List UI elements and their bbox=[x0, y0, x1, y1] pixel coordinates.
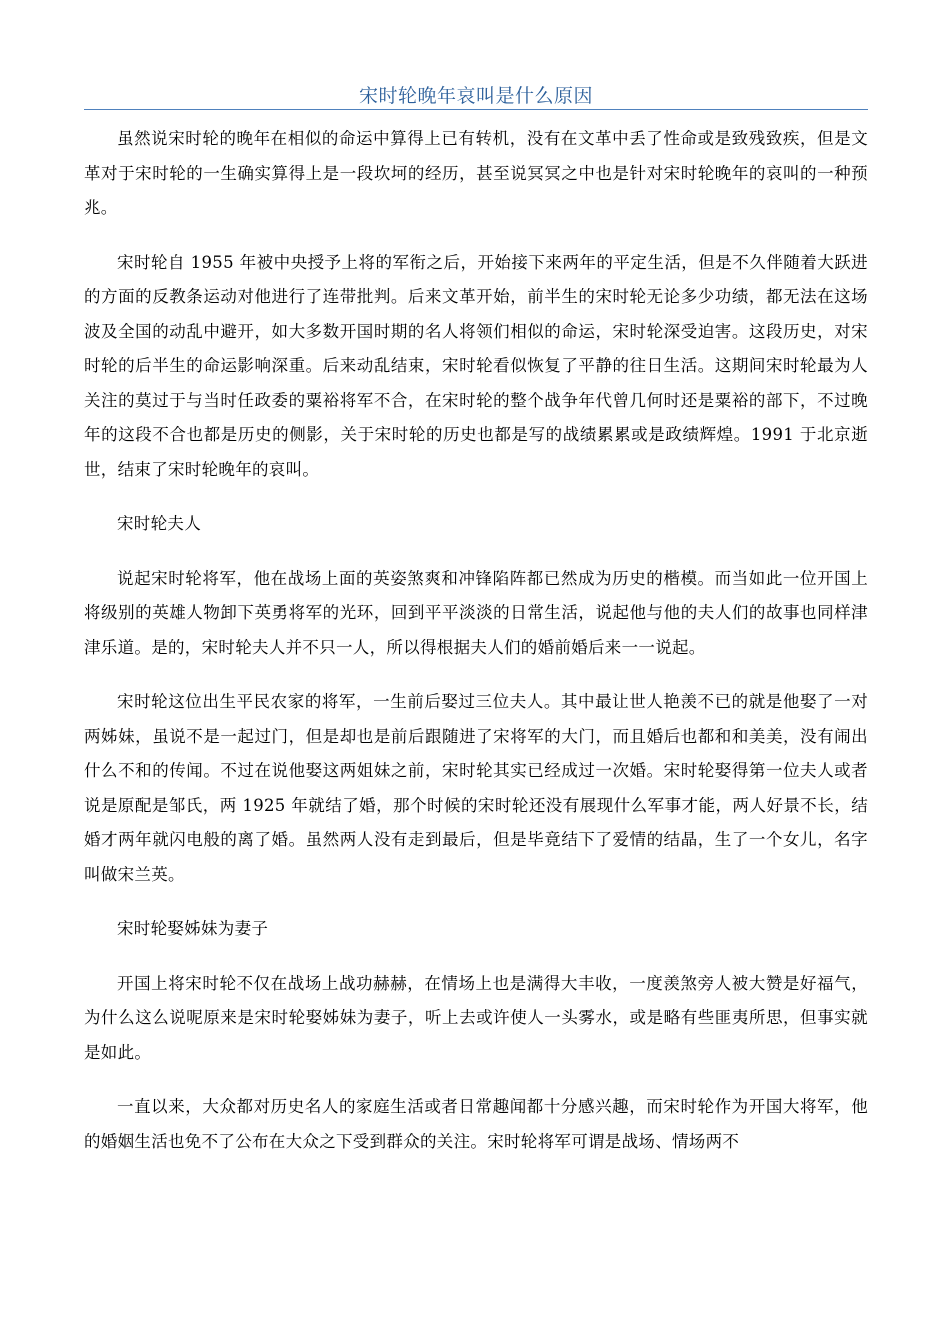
section-heading-sisters: 宋时轮娶姊妹为妻子 bbox=[117, 919, 269, 938]
paragraph-6: 一直以来，大众都对历史名人的家庭生活或者日常趣闻都十分感兴趣，而宋时轮作为开国大将军，他的婚姻生活也免不了公布在大众之下受到群众的关注。宋时轮将军可谓是战场、情场两不 bbox=[84, 1097, 868, 1151]
title-underline bbox=[84, 109, 868, 110]
paragraph-1: 虽然说宋时轮的晚年在相似的命运中算得上已有转机，没有在文革中丢了性命或是致残致疾，但是文革对于宋时轮的一生确实算得上是一段坎坷的经历，甚至说冥冥之中也是针对宋时轮晚年的哀叫的一种预兆。 bbox=[84, 129, 868, 217]
paragraph-5: 开国上将宋时轮不仅在战场上战功赫赫，在情场上也是满得大丰收，一度羡煞旁人被大赞是好福气，为什么这么说呢原来是宋时轮娶姊妹为妻子，听上去或许使人一头雾水，或是略有些匪夷所思，但事实就是如此。 bbox=[84, 973, 868, 1062]
paragraph-2: 宋时轮自 1955 年被中央授予上将的军衔之后，开始接下来两年的平定生活，但是不久伴随着大跃进的方面的反教条运动对他进行了连带批判。后来文革开始，前半生的宋时轮无论多少功绩，都无法在这场波及全国的动乱中避开，如大多数开国时期的名人将领们相似的命运，宋时轮深受迫害。这段历史，对宋时轮的后半生的命运影响深重。后来动乱结束，宋时轮看似恢复了平静的往日生活。这期间宋时轮最为人关注的莫过于与当时任政委的粟裕将军不合，在宋时轮的整个战争年代曾几何时还是粟裕的部下，不过晚年的这段不合也都是历史的侧影，关于宋时轮的历史也都是写的战绩累累或是政绩辉煌。1991 于北京逝世，结束了宋时轮晚年的哀叫。 bbox=[84, 252, 868, 479]
section-heading-wife: 宋时轮夫人 bbox=[117, 514, 201, 533]
document-body bbox=[84, 122, 868, 1179]
paragraph-4: 宋时轮这位出生平民农家的将军，一生前后娶过三位夫人。其中最让世人艳羡不已的就是他娶了一对两姊妹，虽说不是一起过门，但是却也是前后跟随进了宋将军的大门，而且婚后也都和和美美，没有闹出什么不和的传闻。不过在说他娶这两姐妹之前，宋时轮其实已经成过一次婚。宋时轮娶得第一位夫人或者说是原配是邹氏，两 1925 年就结了婚，那个时候的宋时轮还没有展现什么军事才能，两人好景不长，结婚才两年就闪电般的离了婚。虽然两人没有走到最后，但是毕竟结下了爱情的结晶，生了一个女儿，名字叫做宋兰英。 bbox=[84, 692, 868, 884]
paragraph-3: 说起宋时轮将军，他在战场上面的英姿煞爽和冲锋陷阵都已然成为历史的楷模。而当如此一位开国上将级别的英雄人物卸下英勇将军的光环，回到平平淡淡的日常生活，说起他与他的夫人们的故事也同样津津乐道。是的，宋时轮夫人并不只一人，所以得根据夫人们的婚前婚后来一一说起。 bbox=[84, 568, 868, 657]
document-title: 宋时轮晚年哀叫是什么原因 bbox=[358, 85, 593, 107]
